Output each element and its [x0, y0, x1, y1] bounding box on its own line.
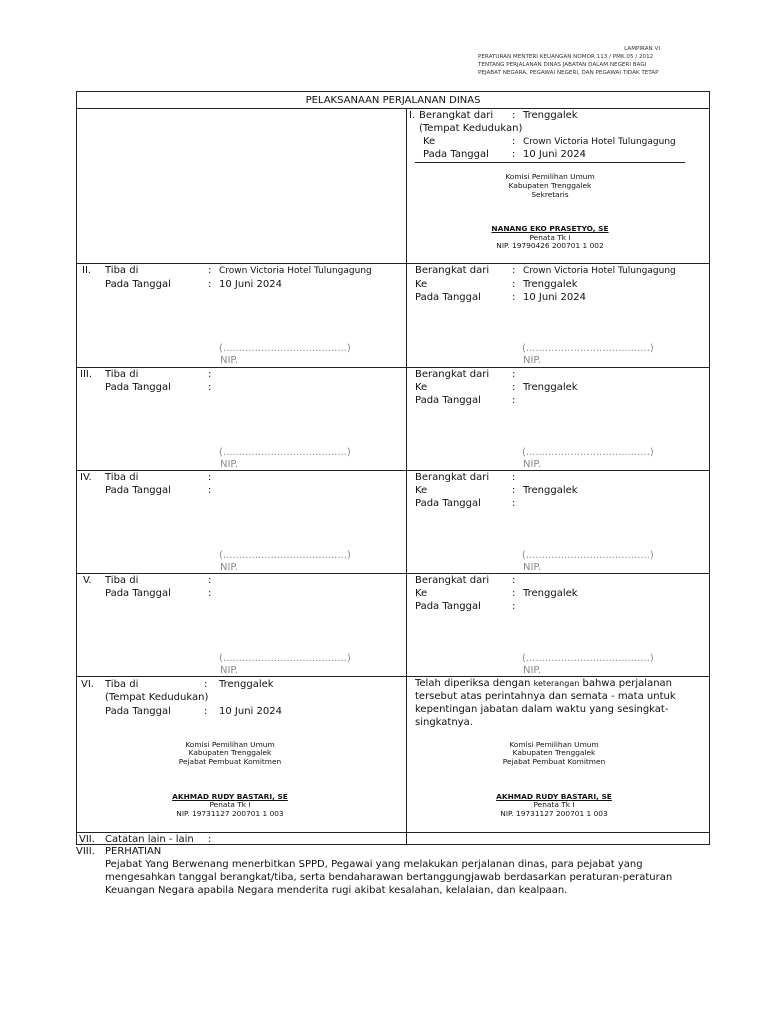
- section-4-colon-5: :: [512, 498, 516, 509]
- section-6-note-part-a: Telah diperiksa dengan: [415, 678, 531, 689]
- section-4-berangkat-tanggal-label: Pada Tanggal: [415, 498, 481, 509]
- section-2-colon-1: :: [208, 265, 212, 276]
- section-6-note-part-b: keterangan: [533, 679, 580, 688]
- divider-title: [76, 108, 710, 109]
- section-3-colon-2: :: [208, 382, 212, 393]
- section-6-colon-2: :: [204, 706, 208, 717]
- form-table: [76, 91, 710, 845]
- section-3-ke-label: Ke: [415, 382, 428, 393]
- section-8-roman: VIII.: [76, 846, 95, 857]
- section-3-tanggal-label: Pada Tanggal: [105, 382, 171, 393]
- section-7-label: Catatan lain - lain: [105, 834, 194, 845]
- form-title: PELAKSANAAN PERJALANAN DINAS: [305, 95, 481, 106]
- section-6-right-signer-rank: Penata Tk I: [533, 800, 575, 809]
- section-5-right-signature-line: (.......................................): [522, 653, 654, 664]
- section-4-tiba-label: Tiba di: [105, 472, 139, 483]
- section-2-tiba-tanggal-label: Pada Tanggal: [105, 279, 171, 290]
- section-6-left-org-3: Pejabat Pembuat Komitmen: [178, 757, 282, 766]
- section-6-right-org-3: Pejabat Pembuat Komitmen: [502, 757, 606, 766]
- section-1-org-1: Komisi Pemilihan Umum: [505, 172, 595, 181]
- section-5-roman: V.: [83, 575, 92, 586]
- section-2-colon-3: :: [512, 265, 516, 276]
- section-6-colon-1: :: [204, 679, 208, 690]
- section-4-left-signature-line: (.......................................): [219, 550, 351, 561]
- regulation-line-3: PEJABAT NEGARA, PEGAWAI NEGERI, DAN PEGAWAI TIDAK TETAP: [478, 70, 659, 76]
- section-2-colon-5: :: [512, 292, 516, 303]
- section-7-colon: :: [208, 834, 212, 845]
- section-5-berangkat-label: Berangkat dari: [415, 575, 490, 586]
- section-5-left-nip: NIP.: [220, 665, 239, 676]
- divider-section-5: [76, 573, 710, 574]
- section-4-left-nip: NIP.: [220, 562, 239, 573]
- section-2-tiba-tanggal-value: 10 Juni 2024: [219, 279, 282, 290]
- section-6-note-rest: tersebut atas perintahnya dan semata - mata untuk kepentingan jabatan dalam waktu yang sesingkat-singkatnya.: [415, 691, 676, 728]
- section-1-tanggal-label: Pada Tanggal: [423, 149, 489, 160]
- section-3-colon-1: :: [208, 369, 212, 380]
- divider-section-2: [76, 263, 710, 264]
- section-4-tanggal-label: Pada Tanggal: [105, 485, 171, 496]
- section-3-right-signature-line: (.......................................): [522, 447, 654, 458]
- section-3-left-signature-line: (.......................................): [219, 447, 351, 458]
- section-5-ke-value: Trenggalek: [523, 588, 578, 599]
- section-3-right-nip: NIP.: [523, 459, 542, 470]
- section-4-berangkat-label: Berangkat dari: [415, 472, 490, 483]
- divider-section-3: [76, 367, 710, 368]
- section-1-signer-name: [415, 224, 685, 233]
- section-4-colon-2: :: [208, 485, 212, 496]
- section-6-right-org-1: Komisi Pemilihan Umum: [509, 740, 599, 749]
- section-2-left-signature-line: (.......................................): [219, 343, 351, 354]
- section-5-berangkat-tanggal-label: Pada Tanggal: [415, 601, 481, 612]
- section-2-colon-2: :: [208, 279, 212, 290]
- section-2-colon-4: :: [512, 279, 516, 290]
- section-2-berangkat-tanggal-value: 10 Juni 2024: [523, 292, 586, 303]
- section-5-colon-3: :: [512, 575, 516, 586]
- section-4-colon-4: :: [512, 485, 516, 496]
- section-3-berangkat-tanggal-label: Pada Tanggal: [415, 395, 481, 406]
- section-2-tiba-label: Tiba di: [105, 265, 139, 276]
- section-6-verification-note: [415, 677, 705, 729]
- section-6-left-signer-nip: NIP. 19731127 200701 1 003: [176, 809, 284, 818]
- section-1-colon-1: :: [512, 110, 516, 121]
- section-2-berangkat-value: Crown Victoria Hotel Tulungagung: [523, 266, 676, 276]
- section-1-colon-2: :: [512, 136, 516, 147]
- section-4-roman: IV.: [80, 472, 92, 483]
- section-4-colon-1: :: [208, 472, 212, 483]
- section-5-ke-label: Ke: [415, 588, 428, 599]
- section-6-tiba-label: Tiba di: [105, 679, 139, 690]
- section-2-ke-value: Trenggalek: [523, 279, 578, 290]
- section-3-berangkat-label: Berangkat dari: [415, 369, 490, 380]
- section-1-ke-label: Ke: [423, 136, 436, 147]
- section-5-colon-5: :: [512, 601, 516, 612]
- regulation-header: [478, 45, 728, 77]
- section-3-colon-4: :: [512, 382, 516, 393]
- section-6-tanggal-label: Pada Tanggal: [105, 706, 171, 717]
- section-3-colon-5: :: [512, 395, 516, 406]
- regulation-line-1: PERATURAN MENTERI KEUANGAN NOMOR 113 / PMK.05 / 2012: [478, 54, 654, 60]
- section-1-roman: I.: [409, 110, 416, 121]
- section-6-right-signer-nip: NIP. 19731127 200701 1 003: [500, 809, 608, 818]
- section-8-label: PERHATIAN: [105, 846, 162, 857]
- section-1-signer-name-text: NANANG EKO PRASETYO, SE: [491, 224, 609, 233]
- section-5-tiba-label: Tiba di: [105, 575, 139, 586]
- section-2-roman: II.: [82, 265, 92, 276]
- section-6-right-signer-name-text: AKHMAD RUDY BASTARI, SE: [496, 792, 612, 801]
- section-3-left-nip: NIP.: [220, 459, 239, 470]
- section-6-left-org-1: Komisi Pemilihan Umum: [185, 740, 275, 749]
- section-4-ke-value: Trenggalek: [523, 485, 578, 496]
- section-1-signer-nip: NIP. 19790426 200701 1 002: [496, 241, 604, 250]
- section-3-colon-3: :: [512, 369, 516, 380]
- section-1-berangkat-label: Berangkat dari: [419, 110, 494, 121]
- section-5-tanggal-label: Pada Tanggal: [105, 588, 171, 599]
- section-4-right-nip: NIP.: [523, 562, 542, 573]
- section-6-note-part-c: bahwa perjalanan: [582, 678, 673, 689]
- section-8-text: Pejabat Yang Berwenang menerbitkan SPPD, Pegawai yang melakukan perjalanan dinas, para pejabat yang mengesahkan tanggal berangkat/tiba, serta bendaharawan bertanggungjawab berdasarkan peraturan-peraturan Keuangan Negara apabila Negara menderita rugi akibat kesalahan, kelalaian, dan kealpaan.: [105, 859, 673, 896]
- section-1-colon-3: :: [512, 149, 516, 160]
- section-6-tempat-kedudukan: (Tempat Kedudukan): [105, 692, 209, 703]
- section-5-right-nip: NIP.: [523, 665, 542, 676]
- regulation-line-2: TENTANG PERJALANAN DINAS JABATAN DALAM NEGERI BAGI: [478, 62, 647, 68]
- section-6-tanggal-value: 10 Juni 2024: [219, 706, 282, 717]
- section-7-roman: VII.: [79, 834, 95, 845]
- section-3-ke-value: Trenggalek: [523, 382, 578, 393]
- section-2-ke-label: Ke: [415, 279, 428, 290]
- section-5-colon-1: :: [208, 575, 212, 586]
- section-3-tiba-label: Tiba di: [105, 369, 139, 380]
- section-1-org-2: Kabupaten Trenggalek: [508, 181, 592, 190]
- section-5-left-signature-line: (.......................................): [219, 653, 351, 664]
- section-6-left-org-2: Kabupaten Trenggalek: [188, 748, 272, 757]
- section-1-tempat-kedudukan: (Tempat Kedudukan): [419, 123, 523, 134]
- section-1-tanggal-value: 10 Juni 2024: [523, 149, 586, 160]
- section-2-left-nip: NIP.: [220, 355, 239, 366]
- section-3-roman: III.: [80, 369, 93, 380]
- section-2-tiba-value: Crown Victoria Hotel Tulungagung: [219, 266, 372, 276]
- section-6-left-signer-name-text: AKHMAD RUDY BASTARI, SE: [172, 792, 288, 801]
- section-4-right-signature-line: (.......................................): [522, 550, 654, 561]
- section-6-left-signer-rank: Penata Tk I: [209, 800, 251, 809]
- section-2-right-nip: NIP.: [523, 355, 542, 366]
- section-4-ke-label: Ke: [415, 485, 428, 496]
- divider-section-4: [76, 470, 710, 471]
- column-divider: [406, 108, 407, 845]
- section-4-colon-3: :: [512, 472, 516, 483]
- section-6-tiba-value: Trenggalek: [219, 679, 274, 690]
- section-2-right-signature-line: (.......................................): [522, 343, 654, 354]
- section-1-ke-value: Crown Victoria Hotel Tulungagung: [523, 137, 676, 147]
- section-1-signer-rank: Penata Tk I: [529, 233, 571, 242]
- section-6-roman: VI.: [81, 679, 94, 690]
- section-5-colon-2: :: [208, 588, 212, 599]
- section-5-colon-4: :: [512, 588, 516, 599]
- lampiran-label: LAMPIRAN VI: [624, 46, 660, 52]
- section-1-org-3: Sekretaris: [531, 190, 569, 199]
- divider-section1-fields: [415, 162, 685, 163]
- section-2-berangkat-tanggal-label: Pada Tanggal: [415, 292, 481, 303]
- section-2-berangkat-label: Berangkat dari: [415, 265, 490, 276]
- section-1-berangkat-value: Trenggalek: [523, 110, 578, 121]
- section-6-right-org-2: Kabupaten Trenggalek: [512, 748, 596, 757]
